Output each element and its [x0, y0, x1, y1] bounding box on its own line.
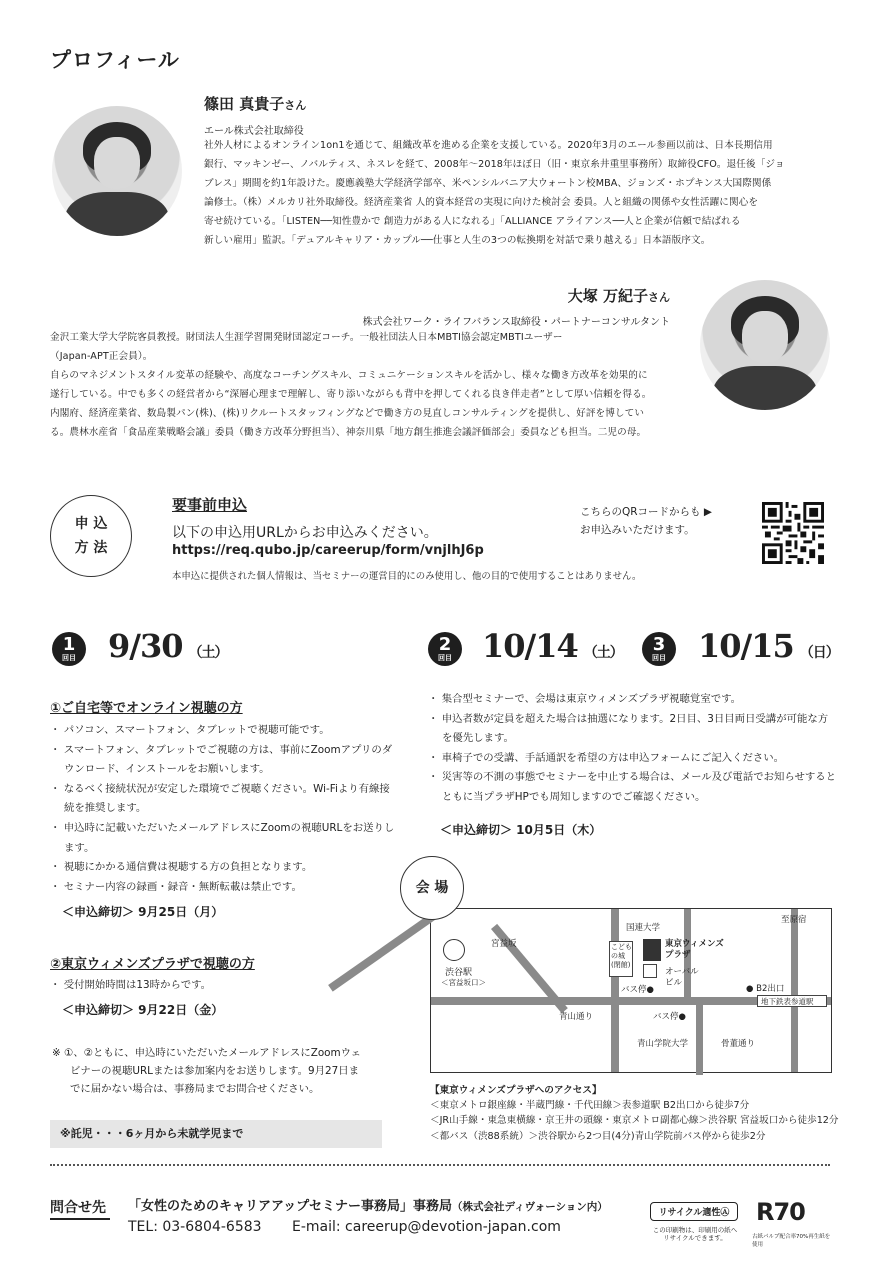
map-label-kodomo: こども の城 (閉館): [611, 943, 632, 969]
contact-email[interactable]: E-mail: careerup@devotion-japan.com: [292, 1219, 561, 1235]
map-label-bus1: バス停●: [621, 985, 654, 995]
map-label-kotto: 骨董通り: [721, 1039, 756, 1049]
p1-bio: 社外人材によるオンライン1on1を通じて、組織改革を進める企業を支援している。2020年3月のエール参画以前は、日本長期信用 銀行、マッキンゼー、ノバルティス、ネスレを経て、2008年〜2018年ほぼ日（旧・東京糸井重里事務所）取締役CFO。退任後「ジョ ブレス」期間を約1年設けた。慶應義塾大学経済学部卒、米ペンシルバニア大ウォートン校MBA、ジョンズ・ホプキンス大国際関係 論修士。（株）メルカリ社外取締役。経済産業省 人的資本経営の実現に向けた検討会 委員。人と組織の関係や女性活躍に関心を 寄せ続けている。「LISTEN──知性豊かで 創造力がある人になれる」「ALLIANCE アライアンス──人と企業が信頼で結ばれる 新しい雇用」監訳。「デュアルキャリア・カップル──仕事と人生の3つの転換期を対話で乗り越える」日本語版序文。: [204, 140, 785, 246]
p2-position: 株式会社ワーク・ライフバランス取締役・パートナーコンサルタント: [362, 317, 670, 328]
map-label-aogaku: 青山学院大学: [637, 1039, 689, 1049]
otsuka-photo: [700, 280, 830, 410]
venue-info-list: ・ 集合型セミナーで、会場は東京ウィメンズプラザ視聴覚室です。 ・ 申込者数が定員を超えた場合は抽選になります。2日目、3日目両日受講が可能な方を優先します。 ・ 車椅子での受講、手話通訳を希望の方は申込フォームにご記入ください。 ・ 災害等の不測の事態でセミナーを中止する場合は、メール及び電話でお知らせするとともに当プラザHPでも周知しますのでご確認ください。: [428, 693, 837, 803]
venue-deadline: ＜申込締切＞ 10月5日（木）: [440, 823, 602, 837]
online-deadline: ＜申込締切＞ 9月25日（月）: [62, 905, 224, 919]
apply-line: 以下の申込用URLからお申込みください。: [172, 525, 438, 541]
p2-bio: 金沢工業大学大学院客員教授。財団法人生涯学習開発財団認定コーチ。一般社団法人日本MBTI協会認定MBTIユーザー （Japan-APT正会員）。 自らのマネジメントスタイル変革の経験や、高度なコーチングスキル、コミュニケーションスキルを活かし、様々な働き方改革を効果的に 遂行している。中でも多くの経営者から“深層心理まで理解し、寄り添いながらも背中を押してくれる良き伴走者”として厚い信頼を得る。 内閣府、経済産業省、数島製パン(株)、(株)リクルートスタッフィングなどで働き方の見直しコンサルティングを提供し、好評を博してい る。農林水産省「食品産業戦略会議」委員（働き方改革分野担当）、神奈川県「地方創生推進会議評価部会」委員なども担当。二児の母。: [50, 332, 652, 438]
venue-circle: 会 場: [400, 856, 464, 920]
map-label-kokuren: 国連大学: [626, 923, 661, 933]
p1-name: 篠田 真貴子さん: [204, 95, 307, 113]
apply-note: 本申込に提供された個人情報は、当セミナーの運営目的にのみ使用し、他の目的で使用することはありません。: [172, 571, 642, 582]
online-list: ・ パソコン、スマートフォン、タブレットで視聴可能です。 ・ スマートフォン、タブレットでご視聴の方は、事前にZoomアプリのダウンロード、インストールをお願いします。 ・ なるべく接続状況が安定した環境でご視聴ください。Wi-Fiより有線接続を推奨します。 ・ 申込時に記載いただいたメールアドレスにZoomの視聴URLをお送りします。 ・ 視聴にかかる通信費は視聴する方の負担となります。 ・ セミナー内容の録画・録音・無断転載は禁止です。: [50, 724, 395, 893]
map-label-miyamasuzaka: 宮益坂: [491, 939, 517, 949]
r70-sub: 古紙パルプ配合率70%再生紙を使用: [752, 1234, 831, 1248]
childcare-note: ※託児・・・6ヶ月から未就学児まで: [50, 1120, 382, 1148]
map-label-shibuya-sub: ＜宮益坂口＞: [441, 978, 486, 987]
access-info: 【東京ウィメンズプラザへのアクセス】 ＜東京メトロ銀座線・半蔵門線・千代田線＞表参道駅 B2出口から徒歩7分 ＜JR山手線・東急東横線・京王井の頭線・東京メトロ副都心線＞渋谷駅 宮益坂口から徒歩12分 ＜都バス（渋88系統）＞渋谷駅から2つ目(4分)青山学院前バス停から徒歩2分: [430, 1085, 839, 1142]
p2-name: 大塚 万紀子さん: [567, 287, 670, 305]
apply-url-link[interactable]: https://req.qubo.jp/careerup/form/vnjlhJ6p: [172, 543, 484, 558]
session-1-date: 9/30 （土）: [108, 627, 228, 665]
qr-code-icon[interactable]: [762, 502, 824, 564]
contact-office: 「女性のためのキャリアアップセミナー事務局」事務局（株式会社ディヴォーション内）: [128, 1199, 608, 1214]
map-label-bus2: バス停●: [653, 1012, 686, 1022]
contact-label: 問合せ先: [50, 1200, 106, 1216]
recycle-label: リサイクル適性Ⓐ: [650, 1202, 738, 1221]
session-1-badge: 1 回目: [52, 632, 86, 666]
plaza-list: ・ 受付開始時間は13時からです。: [50, 979, 212, 991]
plaza-heading: ②東京ウィメンズプラザで視聴の方: [50, 957, 255, 972]
shinoda-photo: [52, 106, 182, 236]
qr-text: こちらのQRコードからも ▶ お申込みいただけます。: [580, 506, 712, 536]
session-2-badge: 2 回目: [428, 632, 462, 666]
contact-underline: [50, 1218, 110, 1220]
map-label-oval: オーバル ビル: [665, 967, 699, 988]
contact-tel[interactable]: TEL: 03-6804-6583: [128, 1219, 262, 1235]
session-3-badge: 3 回目: [642, 632, 676, 666]
session-2-date: 10/14 （土）: [482, 627, 623, 665]
recycle-sub: この印刷物は、印刷用の紙へ リサイクルできます。: [652, 1226, 738, 1242]
map-label-aoyama: 青山通り: [559, 1012, 594, 1022]
map-label-b2: ● B2出口: [746, 984, 785, 994]
map-label-subway: 地下鉄表参道駅: [761, 997, 814, 1006]
online-heading: ①ご自宅等でオンライン視聴の方: [50, 701, 243, 716]
profile-title: プロフィール: [50, 48, 180, 72]
session-3-date: 10/15 （日）: [698, 627, 839, 665]
map-label-shibuya: 渋谷駅: [445, 968, 473, 978]
map-label-harajuku: 至原宿: [781, 915, 807, 925]
plaza-deadline: ＜申込締切＞ 9月22日（金）: [62, 1003, 224, 1017]
p1-position: エール株式会社取締役: [204, 126, 304, 137]
note-both: ※ ①、②ともに、申込時にいただいたメールアドレスにZoomウェ ビナーの視聴URLまたは参加案内をお送りします。9月27日ま でに届かない場合は、事務局までお問合せください。: [52, 1047, 362, 1095]
r70-mark: R70: [756, 1198, 805, 1226]
map-label-plaza: 東京ウィメンズ プラザ: [665, 939, 724, 960]
footer-divider: [50, 1164, 830, 1166]
apply-heading: 要事前申込: [172, 496, 248, 514]
venue-map: [430, 908, 832, 1073]
apply-circle: 申 込 方 法: [50, 495, 132, 577]
